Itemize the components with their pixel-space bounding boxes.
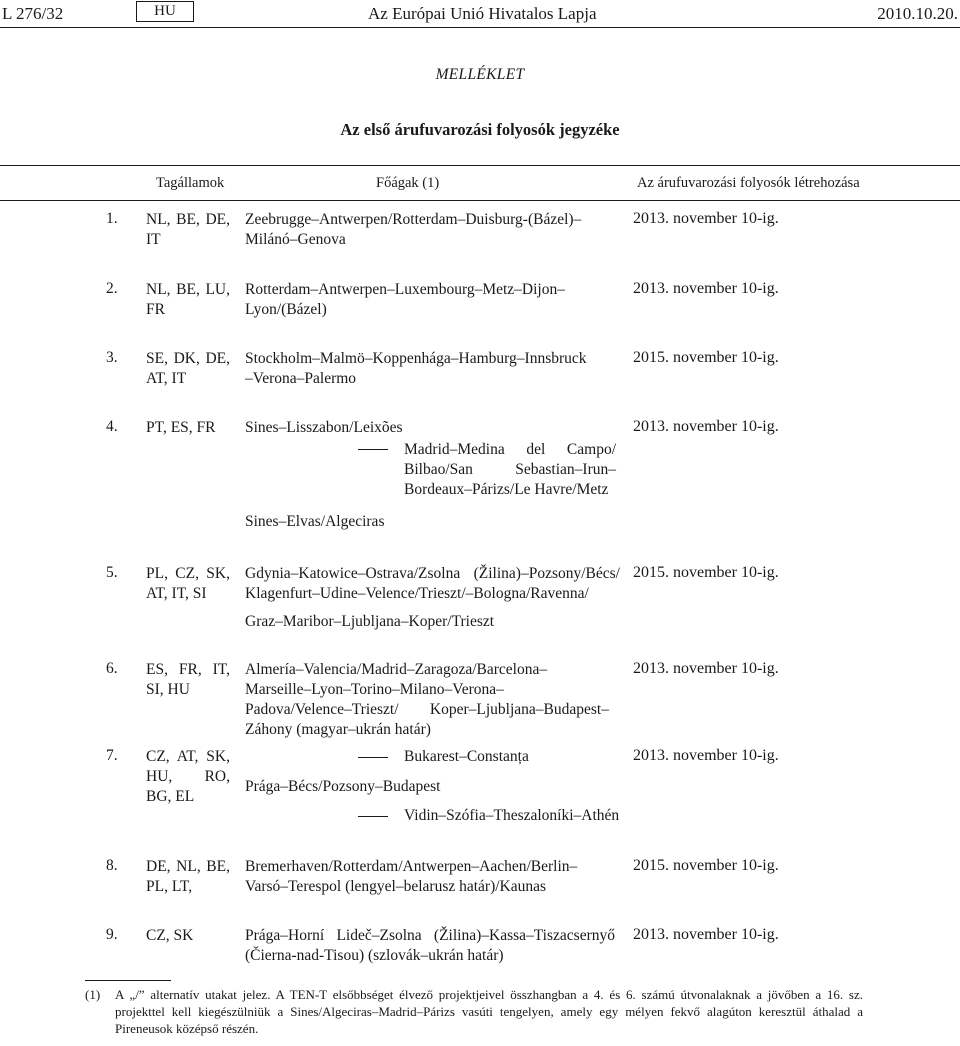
annex-label: MELLÉKLET (435, 66, 525, 83)
column-header-routes: Főágak (1) (376, 175, 440, 191)
route-text: Stockholm–Malmö–Koppenhága–Hamburg–Innsbruck –Verona–Palermo (245, 350, 587, 387)
document-title: Az első árufuvarozási folyosók jegyzéke (340, 120, 620, 139)
member-states: PT, ES, FR (146, 419, 216, 436)
row-number: 4. (106, 418, 118, 435)
deadline: 2013. november 10-ig. (633, 660, 779, 677)
journal-title: Az Európai Unió Hivatalos Lapja (368, 4, 597, 23)
page-reference: L 276/32 (2, 4, 64, 23)
row-number: 5. (106, 564, 118, 581)
footnote (85, 986, 863, 1037)
page-header (0, 0, 960, 28)
member-states: SE, DK, DE, AT, IT (146, 350, 230, 387)
footnote-rule (85, 980, 171, 981)
deadline: 2015. november 10-ig. (633, 564, 779, 581)
deadline: 2015. november 10-ig. (633, 857, 779, 874)
table-header (0, 165, 960, 201)
branch-route: Vidin–Szófia–Theszaloníki–Athén (404, 807, 620, 824)
branch-route: Bukarest–Constanța (404, 748, 529, 765)
row-number: 2. (106, 280, 118, 297)
route-text: Gdynia–Katowice–Ostrava/Zsolna (Žilina)–Pozsony/Bécs/ Klagenfurt–Udine–Velence/Trieszt/–Bologna/Ravenna/ (245, 565, 620, 602)
deadline: 2013. november 10-ig. (633, 926, 779, 943)
column-header-member-states: Tagállamok (156, 175, 225, 191)
header-rule (0, 27, 960, 28)
branch-dash (358, 816, 388, 817)
deadline: 2013. november 10-ig. (633, 418, 779, 435)
member-states: DE, NL, BE, PL, LT, (146, 858, 230, 895)
branch-dash (358, 757, 388, 758)
branch-dash (358, 449, 388, 450)
member-states: CZ, AT, SK, HU, RO, BG, EL (146, 748, 230, 805)
route-text-alternative: Sines–Elvas/Algeciras (245, 513, 385, 530)
row-number: 8. (106, 857, 118, 874)
deadline: 2013. november 10-ig. (633, 747, 779, 764)
route-text: Prága–Horní Lideč–Zsolna (Žilina)–Kassa–Tiszacsernyő (Čierna-nad-Tisou) (szlovák–ukrán határ) (245, 927, 615, 964)
footnote-text: A „/” alternatív utakat jelez. A TEN-T elsőbbséget élvező projektjeivel összhangban a 4. és 6. számú útvonalaknak a jövőben a 16. sz. projekttel kell kiegészülniük a Sines/Algeciras–Madrid–Párizs vasúti tengelyen, amely egy mélyen fekvő alagúton keresztül áthalad a Pireneusok középső részén. (115, 987, 863, 1036)
route-text: Zeebrugge–Antwerpen/Rotterdam–Duisburg-(Bázel)–Milánó–Genova (245, 211, 582, 248)
branch-route: Madrid–Medina del Campo/ Bilbao/San Sebastian–Irun–Bordeaux–Párizs/Le Havre/Metz (404, 441, 616, 498)
row-number: 6. (106, 660, 118, 677)
member-states: NL, BE, DE, IT (146, 211, 230, 248)
route-text: Bremerhaven/Rotterdam/Antwerpen–Aachen/Berlin–Varsó–Terespol (lengyel–belarusz határ)/Kaunas (245, 858, 578, 895)
deadline: 2015. november 10-ig. (633, 349, 779, 366)
member-states: NL, BE, LU, FR (146, 281, 230, 318)
row-number: 1. (106, 210, 118, 227)
issue-date: 2010.10.20. (877, 4, 958, 23)
column-header-established: Az árufuvarozási folyosók létrehozása (637, 175, 860, 191)
route-text: Prága–Bécs/Pozsony–Budapest (245, 778, 441, 795)
footnote-mark: (1) (85, 987, 101, 1002)
deadline: 2013. november 10-ig. (633, 210, 779, 227)
route-text: Sines–Lisszabon/Leixões (245, 419, 403, 436)
row-number: 3. (106, 349, 118, 366)
member-states: PL, CZ, SK, AT, IT, SI (146, 565, 230, 602)
member-states: ES, FR, IT, SI, HU (146, 661, 230, 698)
route-text: Rotterdam–Antwerpen–Luxembourg–Metz–Dijon–Lyon/(Bázel) (245, 281, 565, 318)
route-text-alternative: Graz–Maribor–Ljubljana–Koper/Trieszt (245, 613, 495, 630)
route-text: Almería–Valencia/Madrid–Zaragoza/Barcelona–Marseille–Lyon–Torino–Milano–Verona–Padova/Velence–Trieszt/ Koper–Ljubljana–Budapest–Záhony (magyar–ukrán határ) (245, 661, 609, 738)
deadline: 2013. november 10-ig. (633, 280, 779, 297)
language-badge: HU (136, 1, 194, 22)
row-number: 7. (106, 747, 118, 764)
member-states: CZ, SK (146, 927, 194, 944)
row-number: 9. (106, 926, 118, 943)
